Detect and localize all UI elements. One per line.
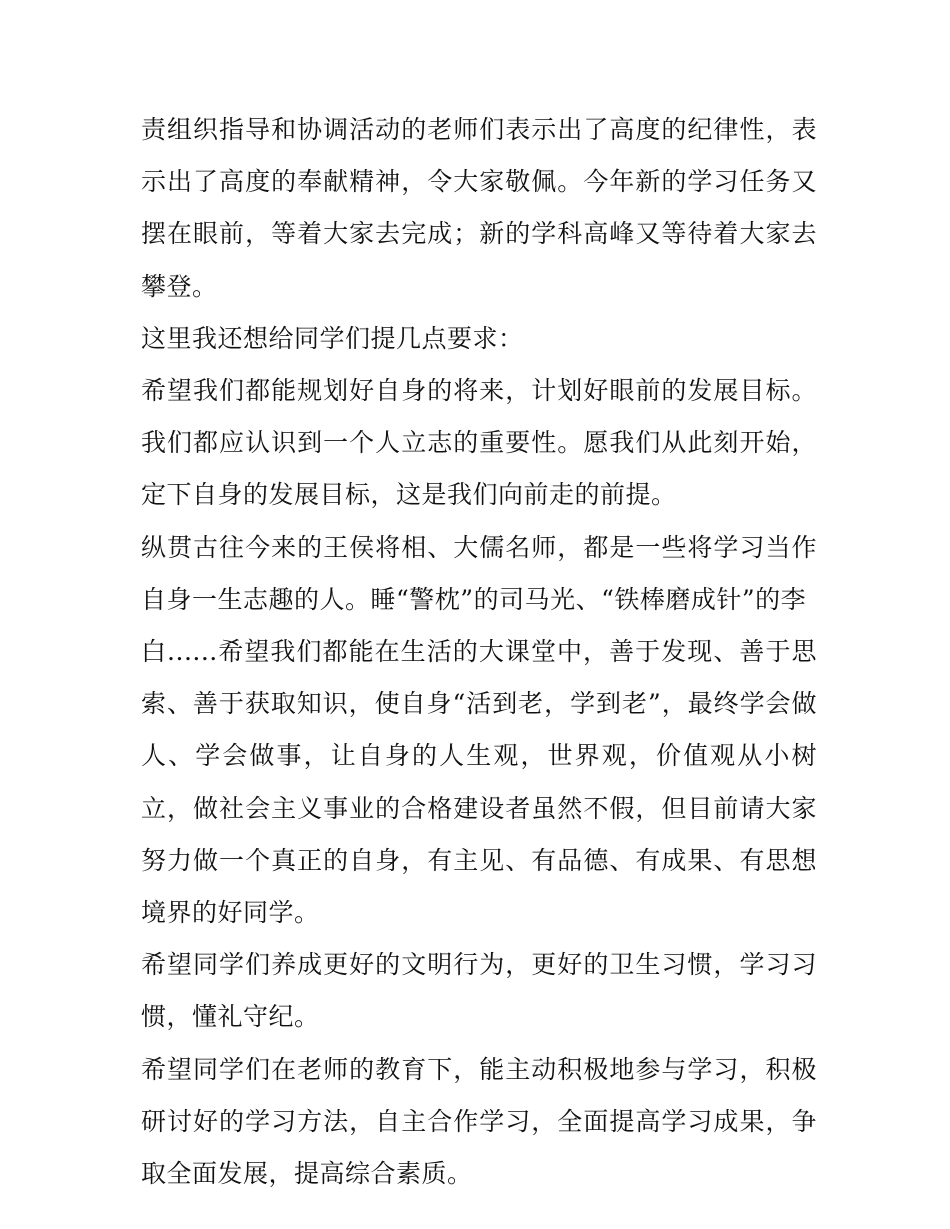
paragraph-requirements-intro: 这里我还想给同学们提几点要求： [141,323,524,353]
paragraph-goals: 希望我们都能规划好自身的将来，计划好眼前的发展目标。我们都应认识到一个人立志的重要性。愿我们从此刻开始，定下自身的发展目标，这是我们向前走的前提。 [141,376,817,510]
paragraph-active-learning: 希望同学们在老师的教育下，能主动积极地参与学习，积极研讨好的学习方法，自主合作学习，全面提高学习成果，争取全面发展，提高综合素质。 [141,1054,817,1189]
paragraph-civility: 希望同学们养成更好的文明行为，更好的卫生习惯，学习习惯，懂礼守纪。 [141,950,817,1032]
paragraph-continuation: 责组织指导和协调活动的老师们表示出了高度的纪律性，表示出了高度的奉献精神，令大家敬佩。今年新的学习任务又摆在眼前，等着大家去完成；新的学科高峰又等待着大家去攀登。 [141,115,817,301]
document-body [141,104,817,1200]
paragraph-lifelong-learning: 纵贯古往今来的王侯将相、大儒名师，都是一些将学习当作自身一生志趣的人。睡“警枕”的司马光、“铁棒磨成针”的李 白......希望我们都能在生活的大课堂中，善于发现、善于思索、善于获取知识，使自身“活到老，学到老”，最终学会做人、学会做事，让自身的人生观，世界观，价值观从小树立，做社会主义事业的合格建设者虽然不假，但目前请大家努力做一个真正的自身，有主见、有品德、有成果、有思想境界的好同学。 [141,532,817,928]
